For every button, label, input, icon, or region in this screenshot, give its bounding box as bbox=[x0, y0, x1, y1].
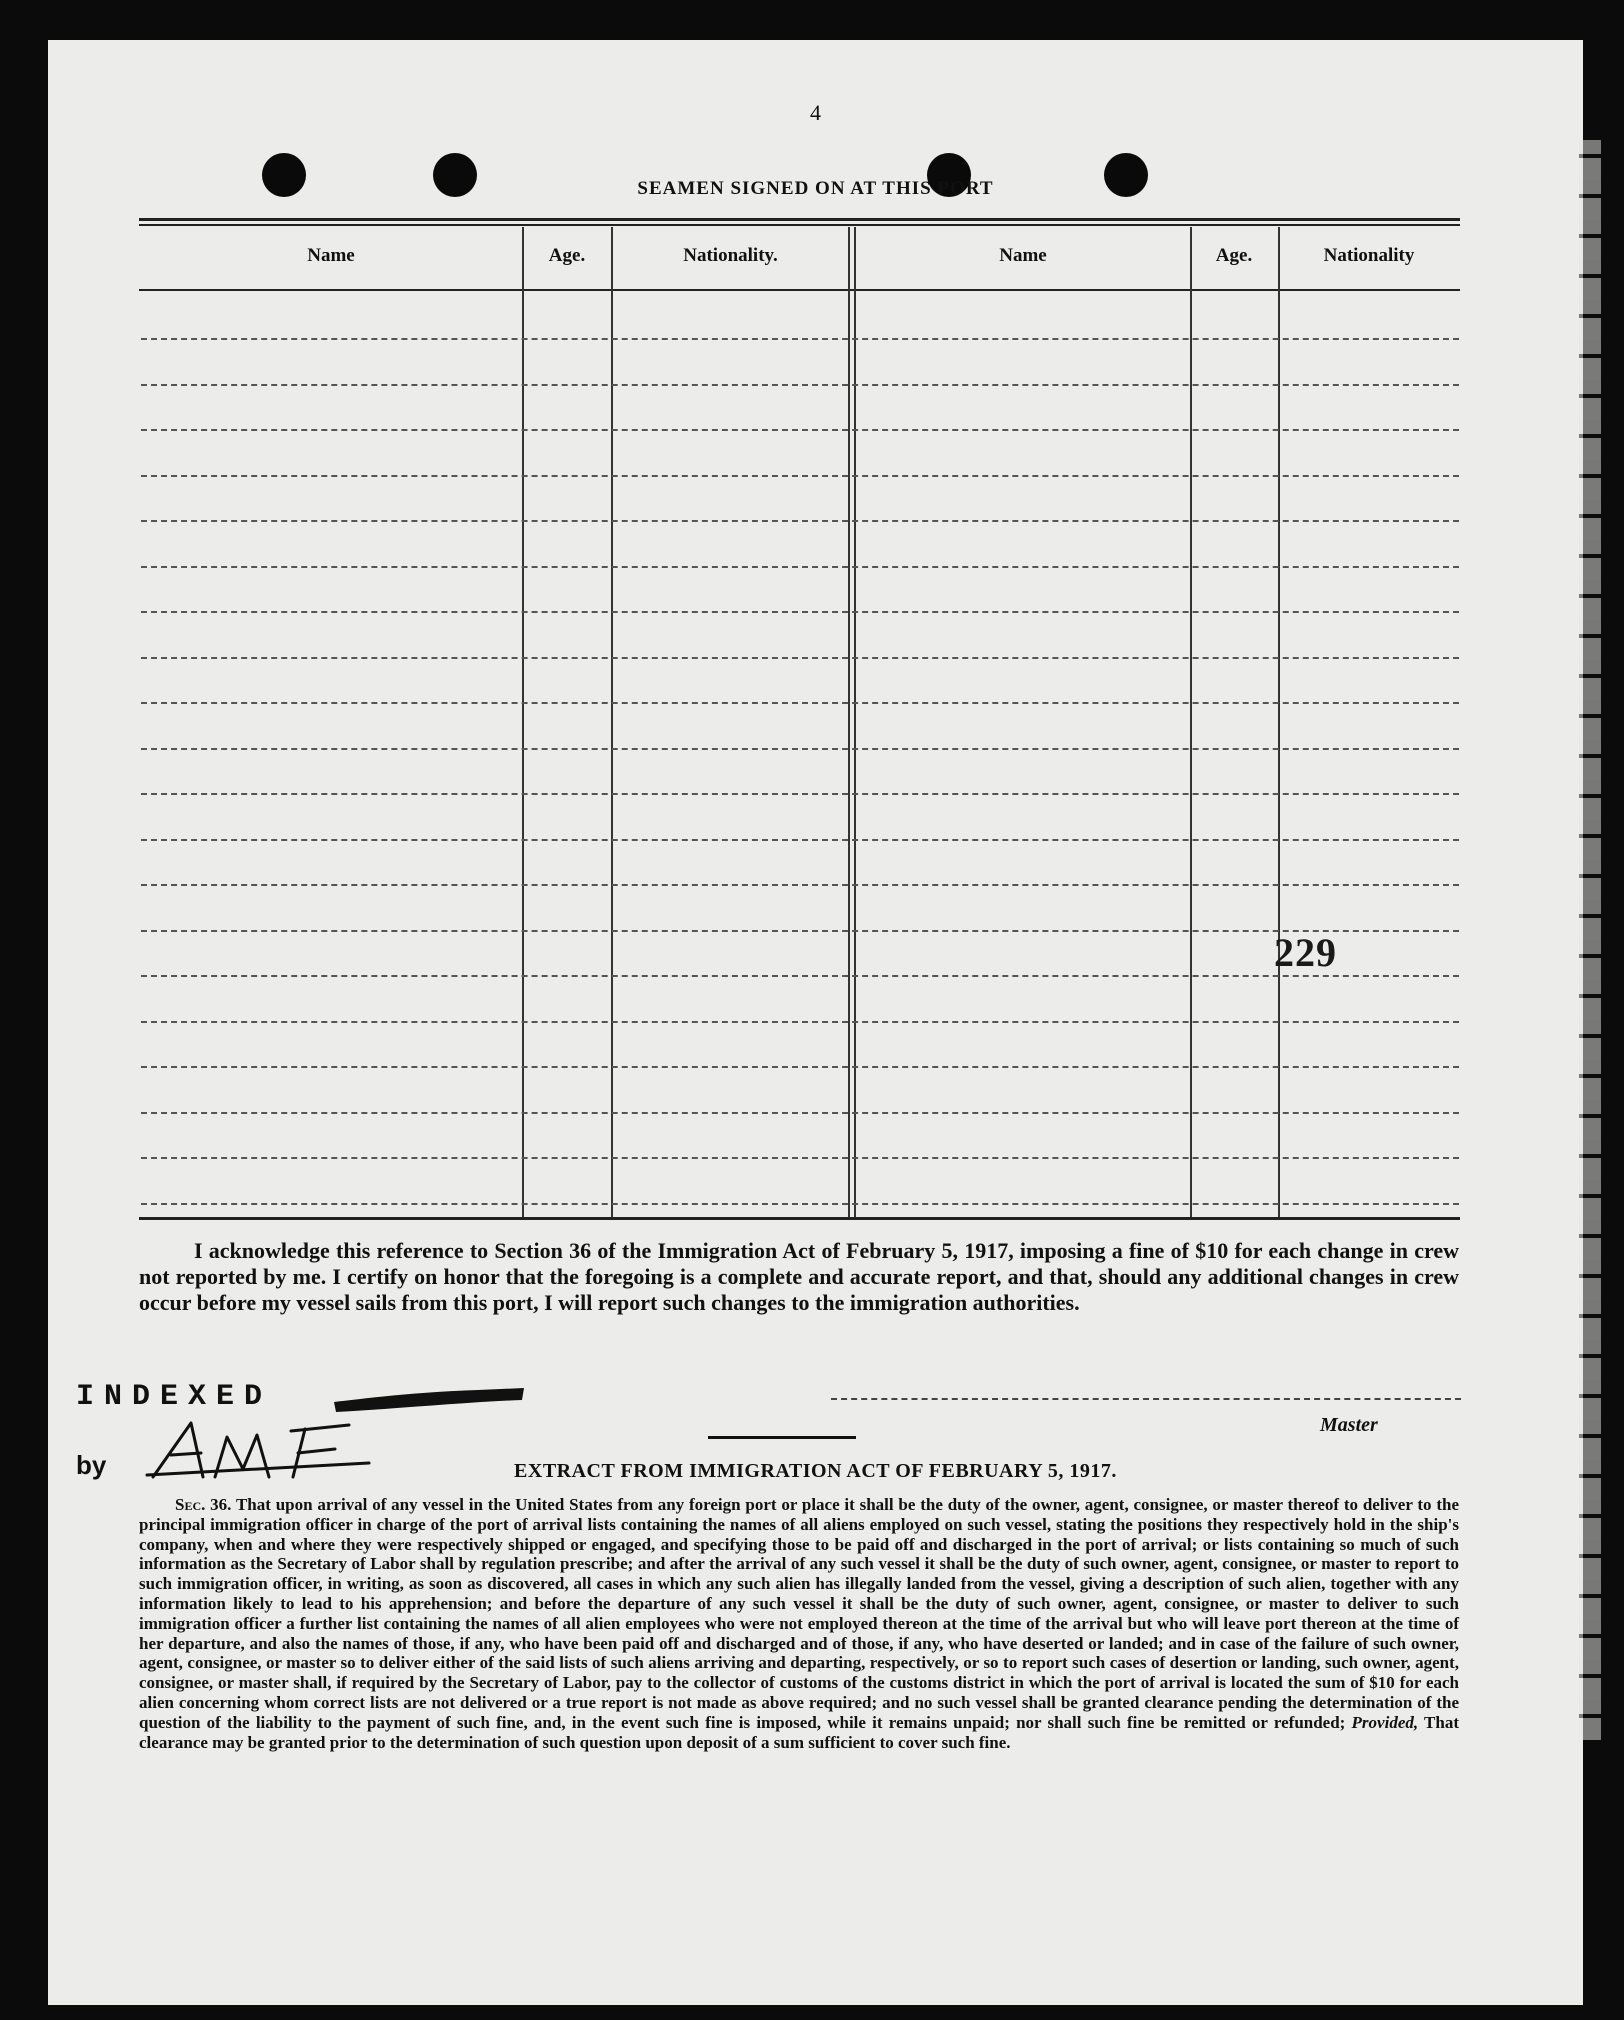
master-signature-line bbox=[831, 1398, 1461, 1400]
master-label: Master bbox=[1320, 1414, 1378, 1436]
col-header-name-left: Name bbox=[307, 245, 355, 266]
col-header-nationality-right: Nationality bbox=[1323, 245, 1415, 266]
table-row bbox=[141, 975, 1459, 977]
col-header-name-right: Name bbox=[999, 245, 1047, 266]
table-row bbox=[141, 1021, 1459, 1023]
column-divider bbox=[1190, 227, 1192, 1217]
struck-out-stamp-mark bbox=[328, 1378, 528, 1418]
table-row bbox=[141, 657, 1459, 659]
section-label: Sec. 36. bbox=[175, 1495, 232, 1514]
header-bottom-rule bbox=[139, 289, 1460, 291]
page-number: 4 bbox=[810, 100, 821, 125]
column-divider-double bbox=[854, 227, 856, 1217]
column-divider bbox=[1278, 227, 1280, 1217]
table-row bbox=[141, 702, 1459, 704]
col-header-nationality-left: Nationality. bbox=[683, 245, 778, 266]
table-row bbox=[141, 1112, 1459, 1114]
table-row bbox=[141, 611, 1459, 613]
statute-text bbox=[139, 1495, 1459, 1752]
statute-closing: That clearance may be granted prior to the determination of such question upon deposit of a sum sufficient to cover such fine. bbox=[139, 1712, 1459, 1752]
col-header-age-left: Age. bbox=[548, 245, 586, 266]
table-row bbox=[141, 566, 1459, 568]
table-row bbox=[141, 1066, 1459, 1068]
table-row bbox=[141, 1203, 1459, 1205]
extract-title: EXTRACT FROM IMMIGRATION ACT OF FEBRUARY 5, 1917. bbox=[514, 1460, 1117, 1482]
indexed-stamp: INDEXED bbox=[76, 1380, 273, 1414]
col-header-age-right: Age. bbox=[1215, 245, 1253, 266]
table-row bbox=[141, 930, 1459, 932]
table-row bbox=[141, 520, 1459, 522]
column-divider bbox=[611, 227, 613, 1217]
table-row bbox=[141, 1157, 1459, 1159]
table-row bbox=[141, 475, 1459, 477]
table-row bbox=[141, 429, 1459, 431]
table-bottom-rule bbox=[139, 1217, 1460, 1220]
form-title: SEAMEN SIGNED ON AT THIS PORT bbox=[637, 178, 994, 199]
table-top-rule-inner bbox=[139, 224, 1460, 226]
table-row bbox=[141, 748, 1459, 750]
indexed-by-label: by bbox=[76, 1450, 107, 1480]
acknowledgement-paragraph bbox=[139, 1238, 1459, 1316]
column-divider bbox=[522, 227, 524, 1217]
acknowledgement-text: I acknowledge this reference to Section 36 of the Immigration Act of February 5, 1917, imposing a fine of $10 for each change in crew not reported by me. I certify on honor that the foregoing is a complete and accurate report, and that, should any additional changes in crew occur before my vessel sails from this port, I will report such changes to the immigration authorities. bbox=[139, 1238, 1459, 1315]
column-divider-double bbox=[848, 227, 850, 1217]
stamped-page-number: 229 bbox=[1274, 930, 1337, 975]
table-top-rule bbox=[139, 218, 1460, 221]
statute-body: That upon arrival of any vessel in the United States from any foreign port or place it shall be the duty of the owner, agent, consignee, or master thereof to deliver to the principal immigration officer in charge of the port of arrival lists containing the names of all aliens employed on such vessel, stating the positions they respectively hold in the ship's company, when and where they were respectively shipped or engaged, and specifying those to be paid off and discharged in the port of arrival; or lists containing so much of such information as the Secretary of Labor shall by regulation prescribe; and after the arrival of any such vessel it shall be the duty of such owner, agent, consignee, or master to report to such immigration officer, in writing, as soon as discovered, all cases in which any such alien has illegally landed from the vessel, giving a description of such alien, together with any information likely to lead to his apprehension; and before the departure of any such vessel it shall be the duty of such owner, agent, consignee, or master to deliver to such immigration officer a further list containing the names of all alien employees who were not employed thereon at the time of the arrival but who will leave port thereon at the time of her departure, and also the names of those, if any, who have been paid off and discharged and of those, if any, who have deserted or landed; and in case of the failure of such owner, agent, consignee, or master so to deliver either of the said lists of such aliens arriving and departing, respectively, or so to report such cases of desertion or landing, such owner, agent, consignee, or master shall, if required by the Secretary of Labor, pay to the collector of customs of the customs district in which the port of arrival is located the sum of $10 for each alien concerning whom correct lists are not delivered or a true report is not made as above required; and no such vessel shall be granted clearance pending the determination of the question of the liability to the payment of such fine, and, in the event such fine is imposed, while it remains unpaid; nor shall such fine be remitted or refunded; bbox=[139, 1495, 1460, 1732]
provided-label: Provided, bbox=[1351, 1712, 1419, 1732]
table-row bbox=[141, 793, 1459, 795]
table-row bbox=[141, 839, 1459, 841]
section-rule bbox=[708, 1436, 856, 1439]
table-row bbox=[141, 338, 1459, 340]
document-page bbox=[48, 40, 1583, 2005]
table-row bbox=[141, 384, 1459, 386]
table-row bbox=[141, 884, 1459, 886]
